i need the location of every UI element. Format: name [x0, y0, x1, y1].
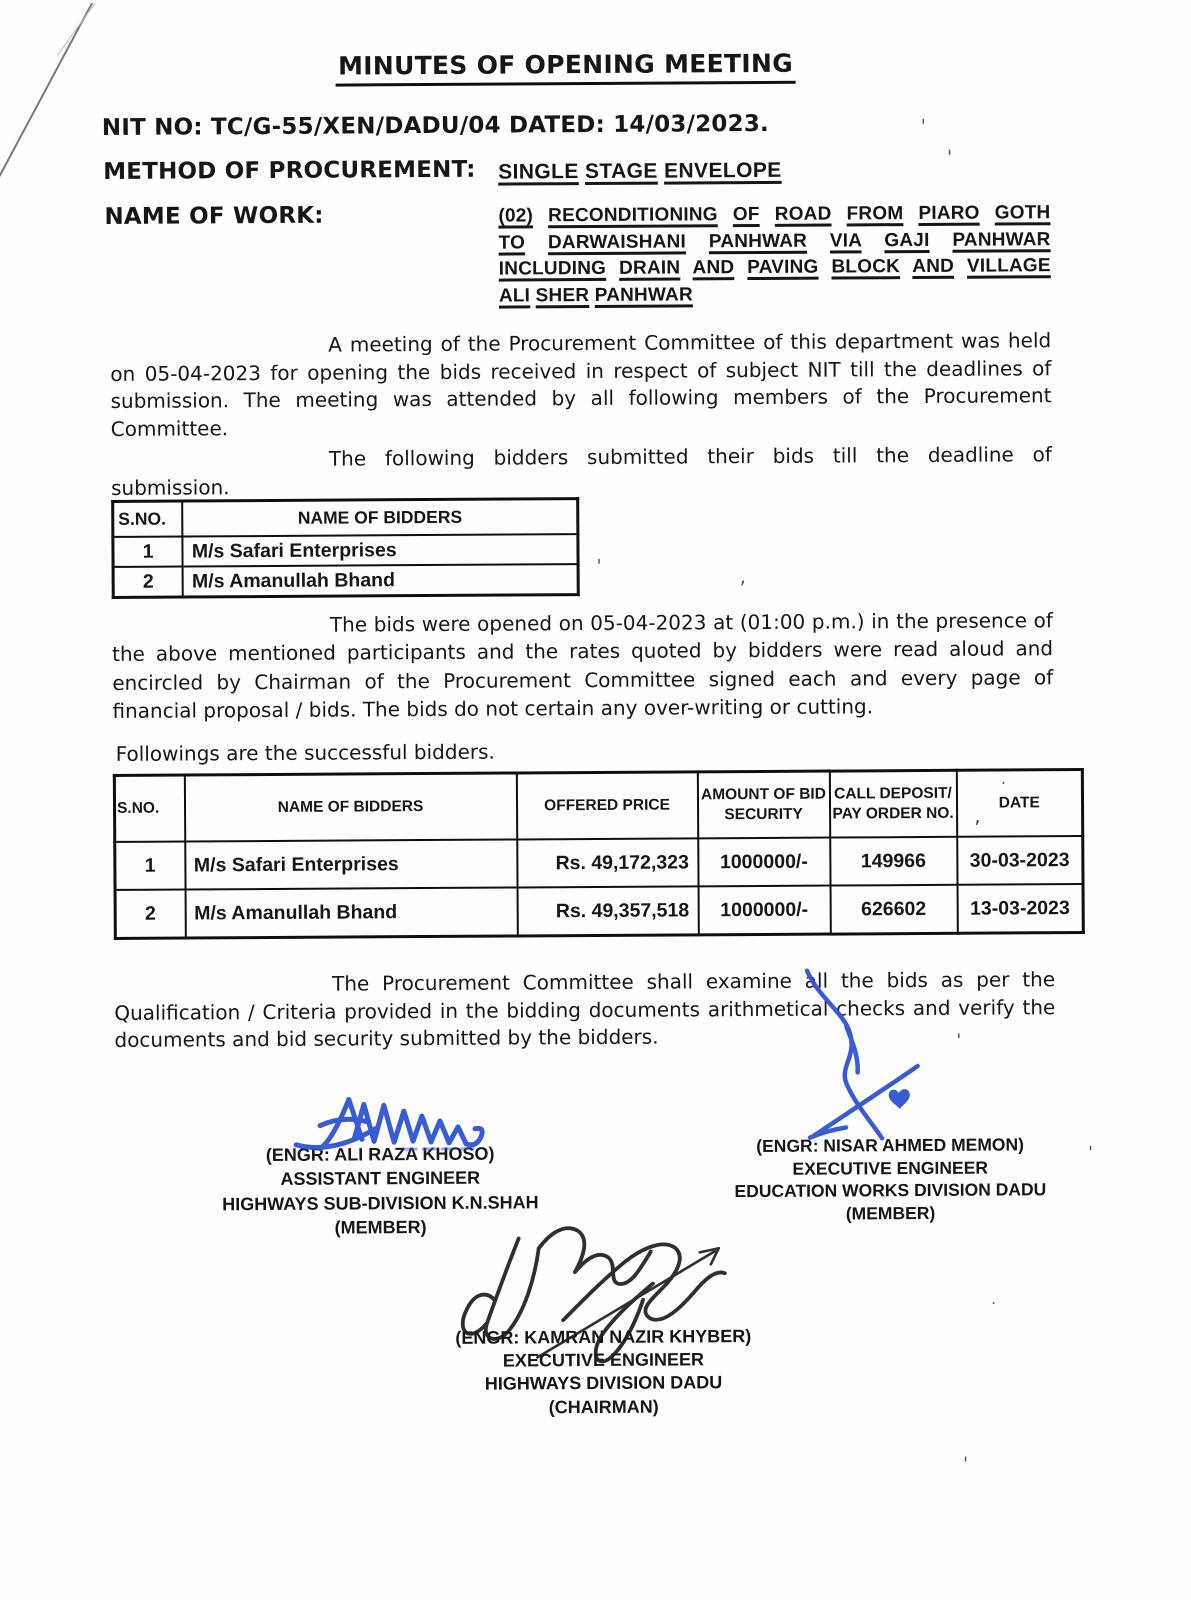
result-bidder-name: M/s Safari Enterprises: [185, 839, 517, 889]
paragraph-bids-opened: The bids were opened on 05-04-2023 at (01:00 p.m.) in the presence of the above mentioned participants and the rates quoted by bidders were read aloud and encircled by Chairman of the Procurement Committee signed each and every page of financial proposal / bids. The bids do not certain any over-writing or cutting.: [112, 608, 1054, 724]
result-offered-price: Rs. 49,172,323: [517, 838, 698, 887]
bidders-table-header-row: [113, 499, 578, 537]
table-row: [113, 534, 578, 567]
scan-speck: ': [963, 1453, 969, 1475]
results-header-call-deposit: CALL DEPOSIT/ PAY ORDER NO.: [829, 770, 956, 837]
signatory-title: ASSISTANT ENGINEER: [280, 1168, 481, 1190]
scan-speck: ': [947, 146, 953, 168]
work-line: TO DARWAISHANI PANHWAR VIA GAJI PANHWAR: [498, 228, 1051, 254]
scan-speck: ‚: [974, 803, 981, 828]
heart-dot: [889, 1089, 910, 1109]
bidder-name: M/s Safari Enterprises: [183, 534, 578, 566]
signatory-role: (MEMBER): [334, 1216, 427, 1238]
scan-speck: ': [956, 1030, 962, 1051]
signatory-role: (MEMBER): [845, 1202, 936, 1224]
scan-speck: ,: [739, 564, 747, 589]
signatory-title: EXECUTIVE ENGINEER: [792, 1157, 989, 1179]
signatory-block-kamran-nazir-khyber: [418, 1325, 789, 1420]
bidders-header-name: NAME OF BIDDERS: [183, 499, 578, 537]
paragraph-bidders-intro: The following bidders submitted their bids till the deadline of submission.: [111, 442, 1052, 500]
name-of-work-value: [498, 200, 1051, 309]
result-call-deposit-no: 149966: [830, 837, 957, 886]
work-line: ALI SHER PANHWAR: [498, 283, 693, 307]
bidders-header-sno: S.NO.: [113, 501, 183, 537]
bidder-sno: 1: [113, 537, 183, 567]
page-title-text: MINUTES OF OPENING MEETING: [335, 49, 796, 87]
result-sno: 2: [115, 890, 185, 939]
nit-number-line: NIT NO: TC/G-55/XEN/DADU/04 DATED: 14/03/2023.: [101, 110, 770, 141]
work-line: (02) RECONDITIONING OF ROAD FROM PIARO GOTH: [498, 202, 1051, 227]
name-of-work-label: NAME OF WORK:: [104, 202, 324, 230]
table-row: [115, 836, 1083, 890]
work-line: INCLUDING DRAIN AND PAVING BLOCK AND VILLAGE: [498, 255, 1051, 280]
result-offered-price: Rs. 49,357,518: [517, 886, 698, 936]
result-call-deposit-no: 626602: [830, 885, 957, 934]
signatory-block-ali-raza-khoso: [205, 1141, 556, 1240]
signatory-block-nisar-ahmed-memon: [715, 1133, 1066, 1226]
result-date: 30-03-2023: [957, 836, 1083, 885]
results-header-date: DATE: [956, 770, 1082, 837]
page-title: [0, 47, 1136, 89]
scan-speck: ': [596, 555, 602, 577]
scan-speck: ': [920, 115, 926, 137]
scan-speck: ': [1088, 1142, 1093, 1163]
paragraph-meeting-held: A meeting of the Procurement Committee of this department was held on 05-04-2023 for opening the bids received in respect of subject NIT till the deadlines of submission. The meeting was attended by all following members of the Procurement Committee.: [110, 328, 1052, 441]
signatory-name: (ENGR: NISAR AHMED MEMON): [756, 1134, 1025, 1157]
result-bid-security: 1000000/-: [698, 886, 830, 935]
paragraph-successful-intro: Followings are the successful bidders.: [115, 739, 495, 766]
results-header-price: OFFERED PRICE: [516, 772, 697, 840]
results-table-header-row: [114, 770, 1082, 842]
method-of-procurement-value: SINGLE STAGE ENVELOPE: [498, 158, 782, 184]
table-row: [115, 884, 1083, 938]
table-row: [113, 564, 578, 597]
signatory-org: HIGHWAYS SUB-DIVISION K.N.SHAH: [222, 1191, 539, 1214]
bidder-sno: 2: [113, 567, 183, 598]
result-bidder-name: M/s Amanullah Bhand: [185, 887, 517, 938]
result-bid-security: 1000000/-: [698, 838, 830, 887]
scan-speck: ·: [1000, 773, 1007, 793]
results-header-sno: S.NO.: [114, 775, 184, 842]
result-date: 13-03-2023: [957, 884, 1083, 933]
result-sno: 1: [115, 842, 185, 890]
signatory-role: (CHAIRMAN): [548, 1396, 659, 1417]
scan-speck: ·: [991, 1293, 997, 1313]
signatory-name: (ENGR: ALI RAZA KHOSO): [265, 1143, 495, 1166]
method-of-procurement-label: METHOD OF PROCUREMENT:: [103, 156, 476, 185]
results-table: [113, 768, 1085, 940]
signatory-title: EXECUTIVE ENGINEER: [502, 1349, 704, 1371]
results-header-bid-security: AMOUNT OF BID SECURITY: [697, 771, 829, 838]
bidders-table: [111, 497, 580, 599]
bidder-name: M/s Amanullah Bhand: [183, 564, 578, 597]
signatory-name: (ENGR: KAMRAN NAZIR KHYBER): [455, 1326, 752, 1348]
signatory-org: EDUCATION WORKS DIVISION DADU: [734, 1179, 1047, 1202]
results-header-name: NAME OF BIDDERS: [184, 773, 516, 842]
signatory-org: HIGHWAYS DIVISION DADU: [484, 1372, 723, 1395]
paragraph-examine: The Procurement Committee shall examine all the bids as per the Qualification / Criteria provided in the bidding documents arithmetical checks and verify the documents and bid security submitted by the bidders.: [114, 967, 1056, 1053]
